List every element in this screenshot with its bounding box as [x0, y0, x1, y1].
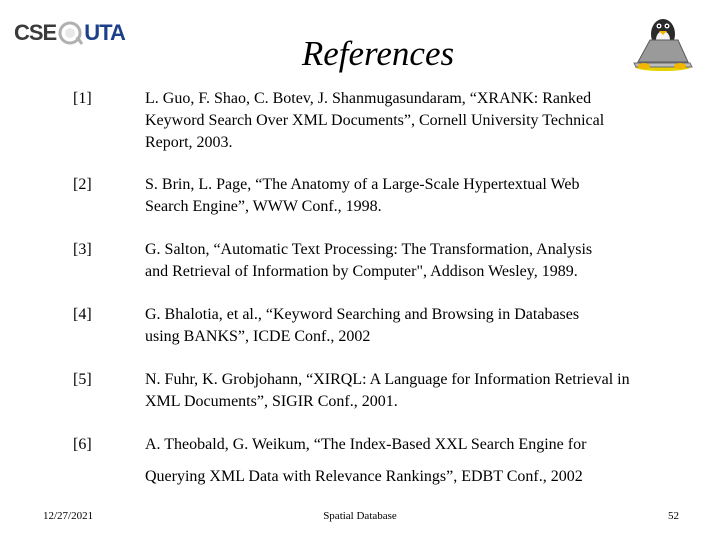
reference-text: G. Salton, “Automatic Text Processing: The Transformation, Analysis and Retrieval of Information by Computer", Addison Wesley, 1989. [145, 241, 593, 280]
footer-title: Spatial Database [323, 510, 397, 522]
reference-text: N. Fuhr, K. Grobjohann, “XIRQL: A Language for Information Retrieval in XML Documents”, SIGIR Conf., 2001. [145, 371, 630, 410]
slide-title: References [301, 34, 455, 73]
reference-number: [1] [73, 90, 92, 107]
penguin-laptop-icon [630, 10, 696, 72]
reference-text: S. Brin, L. Page, “The Anatomy of a Large-Scale Hypertextual Web Search Engine”, WWW Conf., 1998. [145, 176, 580, 215]
reference-number: [6] [73, 436, 92, 453]
reference-text: L. Guo, F. Shao, C. Botev, J. Shanmugasundaram, “XRANK: Ranked Keyword Search Over XML Documents”, Cornell University Technical Report, 2003. [145, 90, 605, 151]
reference-number: [2] [73, 176, 92, 193]
logo-cse-text: CSE [14, 20, 57, 45]
reference-number: [5] [73, 371, 92, 388]
reference-number: [3] [73, 241, 92, 258]
reference-text: A. Theobald, G. Weikum, “The Index-Based XXL Search Engine for Querying XML Data with Relevance Rankings”, EDBT Conf., 2002 [145, 436, 587, 485]
logo-uta-text: UTA [84, 20, 125, 45]
reference-number: [4] [73, 306, 92, 323]
reference-text: G. Bhalotia, et al., “Keyword Searching and Browsing in Databases using BANKS”, ICDE Conf., 2002 [145, 306, 580, 345]
footer-date: 12/27/2021 [43, 510, 94, 522]
page-number: 52 [668, 510, 679, 522]
